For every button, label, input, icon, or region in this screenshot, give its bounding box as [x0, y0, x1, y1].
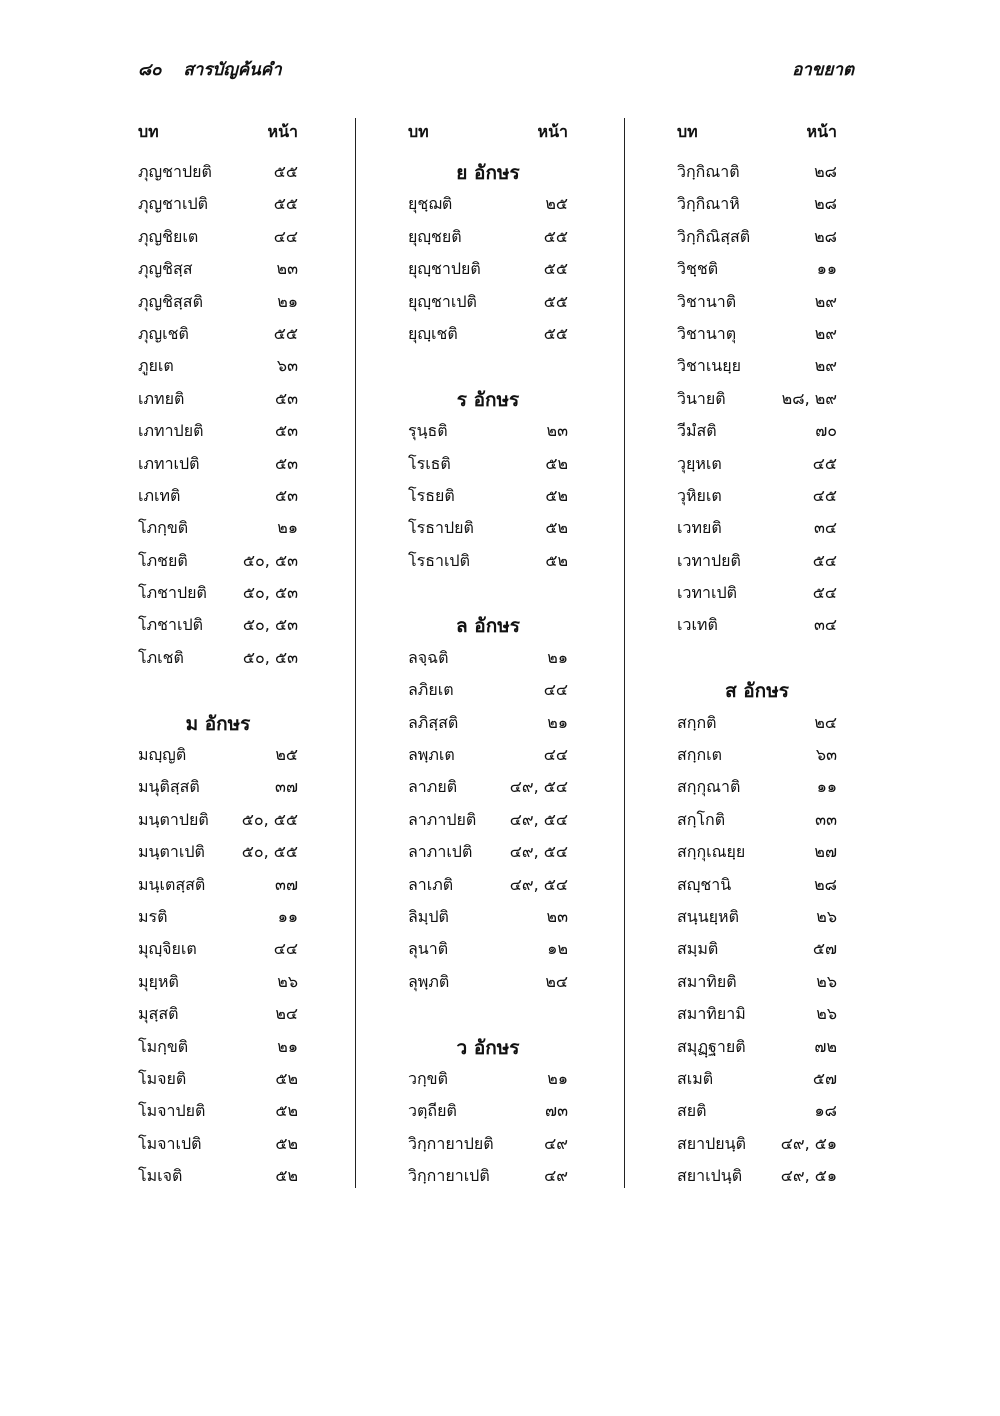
- entry-page: ๑๘: [814, 1101, 837, 1121]
- entry-term: เวเทติ: [677, 615, 718, 635]
- entry-page: ๒๖: [816, 1004, 837, 1024]
- entry-page: ๕๐, ๕๕: [241, 842, 298, 862]
- entry-term: ยุญฺเชติ: [408, 323, 458, 343]
- index-entry: [138, 867, 298, 899]
- entry-term: เภทาเปติ: [138, 453, 200, 473]
- index-entry: [138, 1093, 298, 1125]
- entry-page: ๕๒: [545, 518, 568, 538]
- entry-term: โมจาปยติ: [138, 1101, 206, 1121]
- index-entry: [138, 413, 298, 445]
- entry-page: ๕๗: [812, 939, 837, 959]
- index-entry: [138, 381, 298, 413]
- index-entry: [138, 575, 298, 607]
- entry-term: โรธยติ: [408, 485, 455, 505]
- index-entry: [138, 186, 298, 218]
- section-heading: [408, 154, 568, 186]
- entry-term: โภชยติ: [138, 550, 188, 570]
- entry-page: ๔๔: [543, 745, 568, 765]
- entry-term: สมุฏฺฐายติ: [677, 1036, 746, 1056]
- entry-page: ๒๑: [277, 291, 298, 311]
- entry-page: ๒๘: [814, 194, 837, 214]
- entry-page: ๒๙: [814, 291, 837, 311]
- entry-term: วกฺขติ: [408, 1068, 448, 1088]
- index-entry: [677, 219, 837, 251]
- entry-term: สกฺกติ: [677, 712, 717, 732]
- entry-page: ๒๖: [816, 906, 837, 926]
- entry-page: ๕๒: [545, 453, 568, 473]
- index-entry: [138, 543, 298, 575]
- entry-page: ๒๑: [547, 712, 568, 732]
- entry-term: เภเทติ: [138, 485, 181, 505]
- entry-term: ภูยเต: [138, 356, 174, 376]
- entry-term: สยาเปนฺติ: [677, 1166, 743, 1186]
- entry-term: ลภิยเต: [408, 680, 454, 700]
- index-entry: [677, 737, 837, 769]
- index-entry: [408, 964, 568, 996]
- entry-page: ๒๑: [277, 518, 298, 538]
- entry-term: มุสฺสติ: [138, 1004, 179, 1024]
- entry-page: ๓๔: [813, 615, 837, 635]
- entry-term: โภเชติ: [138, 647, 184, 667]
- index-entry: [408, 316, 568, 348]
- entry-term: วิชานาติ: [677, 291, 737, 311]
- term-header: บท: [408, 122, 429, 141]
- entry-page: ๒๕: [275, 745, 298, 765]
- page-header-label: หน้า: [267, 122, 298, 141]
- index-entry: [677, 510, 837, 542]
- entry-page: ๒๙: [814, 323, 837, 343]
- index-entry: [677, 1061, 837, 1093]
- index-entry: [677, 381, 837, 413]
- entry-page: ๑๒: [547, 939, 568, 959]
- entry-page: ๒๕: [545, 194, 568, 214]
- column-divider: [624, 118, 625, 1188]
- entry-term: มุญฺจิยเต: [138, 939, 197, 959]
- entry-page: ๕๒: [545, 550, 568, 570]
- entry-page: ๒๓: [546, 421, 568, 441]
- entry-page: ๕๕: [543, 259, 568, 279]
- section-title: อาขยาต: [792, 60, 854, 80]
- entry-page: ๒๔: [275, 1004, 298, 1024]
- column-header: [138, 110, 298, 154]
- entry-term: สกฺกเต: [677, 745, 722, 765]
- entry-page: ๔๕: [812, 485, 837, 505]
- index-entry: [677, 769, 837, 801]
- entry-term: วินายติ: [677, 388, 726, 408]
- entry-page: ๒๘: [814, 162, 837, 181]
- entry-term: โภชาเปติ: [138, 615, 203, 635]
- entry-term: สเมติ: [677, 1068, 714, 1088]
- entry-page: ๓๗: [275, 777, 298, 797]
- index-entry: [138, 316, 298, 348]
- entry-page: ๕๔: [812, 550, 837, 570]
- entry-term: สมาทิยติ: [677, 971, 737, 991]
- entry-term: โมจาเปติ: [138, 1133, 202, 1153]
- section-heading: [138, 705, 298, 737]
- section-heading-label: ล อักษร: [456, 615, 520, 638]
- page-number: ๘๐: [138, 60, 162, 80]
- entry-page: ๕๐, ๕๓: [242, 647, 298, 667]
- index-entry: [138, 931, 298, 963]
- column-header: [677, 110, 837, 154]
- entry-page: ๔๙: [544, 1166, 568, 1186]
- entry-page: ๕๕: [543, 226, 568, 246]
- entry-page: ๔๔: [273, 939, 298, 959]
- index-entry: [138, 284, 298, 316]
- entry-page: ๒๘: [814, 874, 837, 894]
- entry-page: ๒๙: [814, 356, 837, 376]
- entry-term: ภุญชาเปติ: [138, 194, 209, 214]
- entry-page: ๓๗: [275, 874, 298, 894]
- entry-term: มุยฺหติ: [138, 971, 179, 991]
- index-entry: [138, 154, 298, 186]
- entry-term: มนฺตาปยติ: [138, 809, 209, 829]
- entry-term: เภทาปยติ: [138, 421, 204, 441]
- entry-page: ๒๘: [814, 226, 837, 246]
- index-entry: [408, 834, 568, 866]
- entry-term: สยาปยนฺติ: [677, 1133, 746, 1153]
- index-entry: [408, 737, 568, 769]
- index-entry: [138, 834, 298, 866]
- index-entry: [677, 705, 837, 737]
- index-entry: [677, 1158, 837, 1190]
- entry-term: เวทาปยติ: [677, 550, 741, 570]
- entry-term: วิกฺกายาเปติ: [408, 1166, 490, 1186]
- entry-page: ๑๑: [816, 777, 837, 797]
- entry-page: ๕๕: [273, 194, 298, 214]
- entry-page: ๕๔: [812, 583, 837, 603]
- index-entry: [408, 867, 568, 899]
- entry-term: สกฺโกติ: [677, 809, 726, 829]
- index-entry: [408, 186, 568, 218]
- entry-page: ๔๙, ๕๔: [509, 874, 568, 894]
- entry-term: มนุติสฺสติ: [138, 777, 200, 797]
- index-entry: [677, 607, 837, 639]
- entry-page: ๒๓: [546, 906, 568, 926]
- section-heading: [408, 381, 568, 413]
- spacer: [677, 640, 837, 672]
- entry-page: ๕๒: [545, 485, 568, 505]
- entry-term: วิกฺกิณิสฺสติ: [677, 226, 751, 246]
- index-entry: [408, 1126, 568, 1158]
- entry-page: ๔๙, ๕๔: [509, 777, 568, 797]
- entry-page: ๒๑: [547, 647, 568, 667]
- entry-page: ๕๓: [274, 388, 298, 408]
- section-heading-label: ย อักษร: [456, 162, 520, 184]
- entry-page: ๕๐, ๕๓: [242, 550, 298, 570]
- index-entry: [408, 640, 568, 672]
- entry-term: สนฺนยฺหติ: [677, 906, 739, 926]
- entry-term: โรธาปยติ: [408, 518, 474, 538]
- term-header: บท: [677, 122, 698, 141]
- index-entry: [677, 867, 837, 899]
- index-entry: [677, 996, 837, 1028]
- entry-page: ๔๔: [543, 680, 568, 700]
- entry-page: ๕๒: [275, 1101, 298, 1121]
- section-heading-label: ร อักษร: [456, 388, 520, 411]
- entry-term: ลภิสฺสติ: [408, 712, 459, 732]
- entry-page: ๕๒: [275, 1166, 298, 1186]
- index-column-1: [138, 110, 298, 1191]
- entry-page: ๔๙, ๕๑: [780, 1133, 837, 1153]
- entry-page: ๑๑: [277, 906, 298, 926]
- header-left: [138, 56, 282, 83]
- entry-term: ลุนาติ: [408, 939, 449, 959]
- entry-page: ๓๓: [815, 809, 837, 829]
- index-entry: [677, 284, 837, 316]
- entry-term: ภุญชิสฺส: [138, 259, 193, 279]
- index-entry: [408, 284, 568, 316]
- entry-page: ๔๙, ๕๑: [780, 1166, 837, 1186]
- section-heading: [408, 607, 568, 639]
- index-entry: [408, 251, 568, 283]
- index-entry: [138, 478, 298, 510]
- page-header-label: หน้า: [806, 122, 837, 141]
- index-entry: [677, 154, 837, 186]
- entry-term: สกฺกุเณยฺย: [677, 842, 746, 862]
- index-entry: [138, 640, 298, 672]
- index-entry: [138, 510, 298, 542]
- entry-page: ๖๓: [276, 356, 298, 376]
- index-entry: [138, 996, 298, 1028]
- index-entry: [677, 251, 837, 283]
- entry-term: วีมํสติ: [677, 421, 717, 441]
- section-heading: [408, 1029, 568, 1061]
- index-entry: [408, 413, 568, 445]
- entry-term: มญฺญติ: [138, 745, 187, 765]
- entry-page: ๗๐: [815, 421, 837, 441]
- index-column-2: [408, 110, 568, 1191]
- entry-term: รุนฺธติ: [408, 421, 448, 441]
- index-entry: [677, 931, 837, 963]
- entry-page: ๕๕: [273, 162, 298, 181]
- entry-term: วิชานาตุ: [677, 323, 737, 343]
- entry-term: เภทยติ: [138, 388, 185, 408]
- entry-page: ๒๓: [276, 259, 298, 279]
- index-entry: [138, 802, 298, 834]
- index-entry: [138, 446, 298, 478]
- section-heading-label: ว อักษร: [456, 1036, 520, 1059]
- entry-term: โรธาเปติ: [408, 550, 470, 570]
- index-entry: [408, 802, 568, 834]
- index-entry: [677, 1029, 837, 1061]
- entry-term: เวทยติ: [677, 518, 722, 538]
- index-entry: [677, 543, 837, 575]
- entry-term: สญฺชานิ: [677, 874, 732, 894]
- entry-term: วิกฺกายาปยติ: [408, 1133, 494, 1153]
- entry-term: ภุญชาปยติ: [138, 162, 212, 181]
- entry-term: มนฺเตสฺสติ: [138, 874, 206, 894]
- entry-page: ๒๗: [814, 842, 837, 862]
- entry-page: ๕๓: [274, 485, 298, 505]
- entry-term: ภุญเชติ: [138, 323, 189, 343]
- term-header: บท: [138, 122, 159, 141]
- index-entry: [677, 964, 837, 996]
- entry-term: สมาทิยามิ: [677, 1004, 746, 1024]
- entry-page: ๒๖: [277, 971, 298, 991]
- entry-term: ลาเภติ: [408, 874, 454, 894]
- index-entry: [138, 348, 298, 380]
- entry-term: โภกฺขติ: [138, 518, 189, 538]
- index-entry: [677, 413, 837, 445]
- index-column-3: [677, 110, 837, 1191]
- entry-page: ๕๐, ๕๕: [241, 809, 298, 829]
- section-heading-label: ส อักษร: [725, 680, 789, 703]
- index-entry: [138, 1061, 298, 1093]
- page-header-label: หน้า: [537, 122, 568, 141]
- spacer: [408, 996, 568, 1028]
- index-entry: [408, 543, 568, 575]
- index-entry: [408, 478, 568, 510]
- entry-page: ๖๓: [815, 745, 837, 765]
- entry-term: ลจฺฉติ: [408, 647, 449, 667]
- entry-page: ๗๓: [545, 1101, 568, 1121]
- index-entry: [408, 1061, 568, 1093]
- entry-page: ๕๐, ๕๓: [242, 615, 298, 635]
- index-entry: [677, 1126, 837, 1158]
- index-entry: [138, 1158, 298, 1190]
- entry-term: ลิมฺปติ: [408, 906, 449, 926]
- index-entry: [138, 607, 298, 639]
- entry-term: โภชาปยติ: [138, 583, 207, 603]
- entry-term: โมเจติ: [138, 1166, 183, 1186]
- entry-term: ลาภาปยติ: [408, 809, 477, 829]
- entry-term: ลาภยติ: [408, 777, 458, 797]
- entry-term: ยุญฺชาเปติ: [408, 291, 477, 311]
- entry-term: วิชฺชติ: [677, 259, 719, 279]
- entry-term: วตฺถียติ: [408, 1101, 457, 1121]
- book-title: สารบัญค้นคำ: [183, 60, 282, 80]
- spacer: [408, 348, 568, 380]
- entry-term: ภุญชิยเต: [138, 226, 199, 246]
- index-entry: [138, 964, 298, 996]
- entry-term: ยุญฺชยติ: [408, 226, 462, 246]
- index-entry: [138, 769, 298, 801]
- index-entry: [408, 899, 568, 931]
- entry-term: สกฺกุณาติ: [677, 777, 741, 797]
- entry-term: ภุญชิสฺสติ: [138, 291, 203, 311]
- entry-page: ๕๕: [543, 291, 568, 311]
- index-entry: [677, 899, 837, 931]
- entry-term: ยุชฺฌติ: [408, 194, 453, 214]
- index-entry: [677, 802, 837, 834]
- page-header: [138, 56, 854, 88]
- index-entry: [408, 769, 568, 801]
- entry-term: สยติ: [677, 1101, 707, 1121]
- entry-page: ๕๓: [274, 453, 298, 473]
- entry-page: ๒๔: [545, 971, 568, 991]
- index-entry: [677, 834, 837, 866]
- entry-term: สมฺมติ: [677, 939, 719, 959]
- entry-page: ๕๒: [275, 1068, 298, 1088]
- entry-term: โมจยติ: [138, 1068, 187, 1088]
- index-entry: [138, 251, 298, 283]
- entry-page: ๒๖: [816, 971, 837, 991]
- entry-term: วิกฺกิณาติ: [677, 162, 740, 181]
- entry-page: ๔๙, ๕๔: [509, 842, 568, 862]
- column-header: [408, 110, 568, 154]
- spacer: [408, 575, 568, 607]
- entry-term: วุยฺหเต: [677, 453, 722, 473]
- index-entry: [677, 575, 837, 607]
- index-entry: [677, 478, 837, 510]
- entry-term: วิชาเนยฺย: [677, 356, 741, 376]
- entry-term: ลพฺภเต: [408, 745, 455, 765]
- entry-page: ๓๔: [813, 518, 837, 538]
- entry-term: โมกฺขติ: [138, 1036, 189, 1056]
- section-heading: [677, 672, 837, 704]
- entry-page: ๕๒: [275, 1133, 298, 1153]
- entry-page: ๔๔: [273, 226, 298, 246]
- entry-page: ๒๑: [277, 1036, 298, 1056]
- index-entry: [138, 737, 298, 769]
- index-entry: [677, 1093, 837, 1125]
- index-entry: [408, 446, 568, 478]
- index-entry: [677, 186, 837, 218]
- entry-page: ๔๙: [544, 1133, 568, 1153]
- index-entry: [408, 1158, 568, 1190]
- entry-page: ๒๑: [547, 1068, 568, 1088]
- entry-page: ๑๑: [816, 259, 837, 279]
- index-entry: [408, 931, 568, 963]
- index-entry: [138, 899, 298, 931]
- column-divider: [355, 118, 356, 1188]
- index-entry: [138, 219, 298, 251]
- entry-term: วิกฺกิณาหิ: [677, 194, 740, 214]
- entry-term: โรเธติ: [408, 453, 451, 473]
- entry-page: ๕๗: [812, 1068, 837, 1088]
- entry-page: ๒๘, ๒๙: [781, 388, 837, 408]
- entry-page: ๒๔: [814, 712, 837, 732]
- entry-term: ลาภาเปติ: [408, 842, 473, 862]
- entry-page: ๕๐, ๕๓: [242, 583, 298, 603]
- entry-term: วุหิยเต: [677, 485, 722, 505]
- entry-page: ๔๙, ๕๔: [509, 809, 568, 829]
- entry-page: ๕๓: [274, 421, 298, 441]
- entry-term: ลุพฺภติ: [408, 971, 450, 991]
- entry-term: เวทาเปติ: [677, 583, 737, 603]
- entry-page: ๕๕: [543, 323, 568, 343]
- index-entry: [408, 1093, 568, 1125]
- index-entry: [677, 348, 837, 380]
- entry-page: ๗๒: [814, 1036, 837, 1056]
- index-entry: [408, 510, 568, 542]
- index-entry: [408, 672, 568, 704]
- entry-term: มรติ: [138, 906, 168, 926]
- index-entry: [677, 316, 837, 348]
- entry-term: มนฺตาเปติ: [138, 842, 205, 862]
- index-entry: [138, 1029, 298, 1061]
- index-entry: [677, 446, 837, 478]
- entry-page: ๔๕: [812, 453, 837, 473]
- entry-term: ยุญฺชาปยติ: [408, 259, 481, 279]
- section-heading-label: ม อักษร: [185, 712, 251, 735]
- spacer: [138, 672, 298, 704]
- index-entry: [408, 219, 568, 251]
- index-entry: [138, 1126, 298, 1158]
- index-entry: [408, 705, 568, 737]
- entry-page: ๕๕: [273, 323, 298, 343]
